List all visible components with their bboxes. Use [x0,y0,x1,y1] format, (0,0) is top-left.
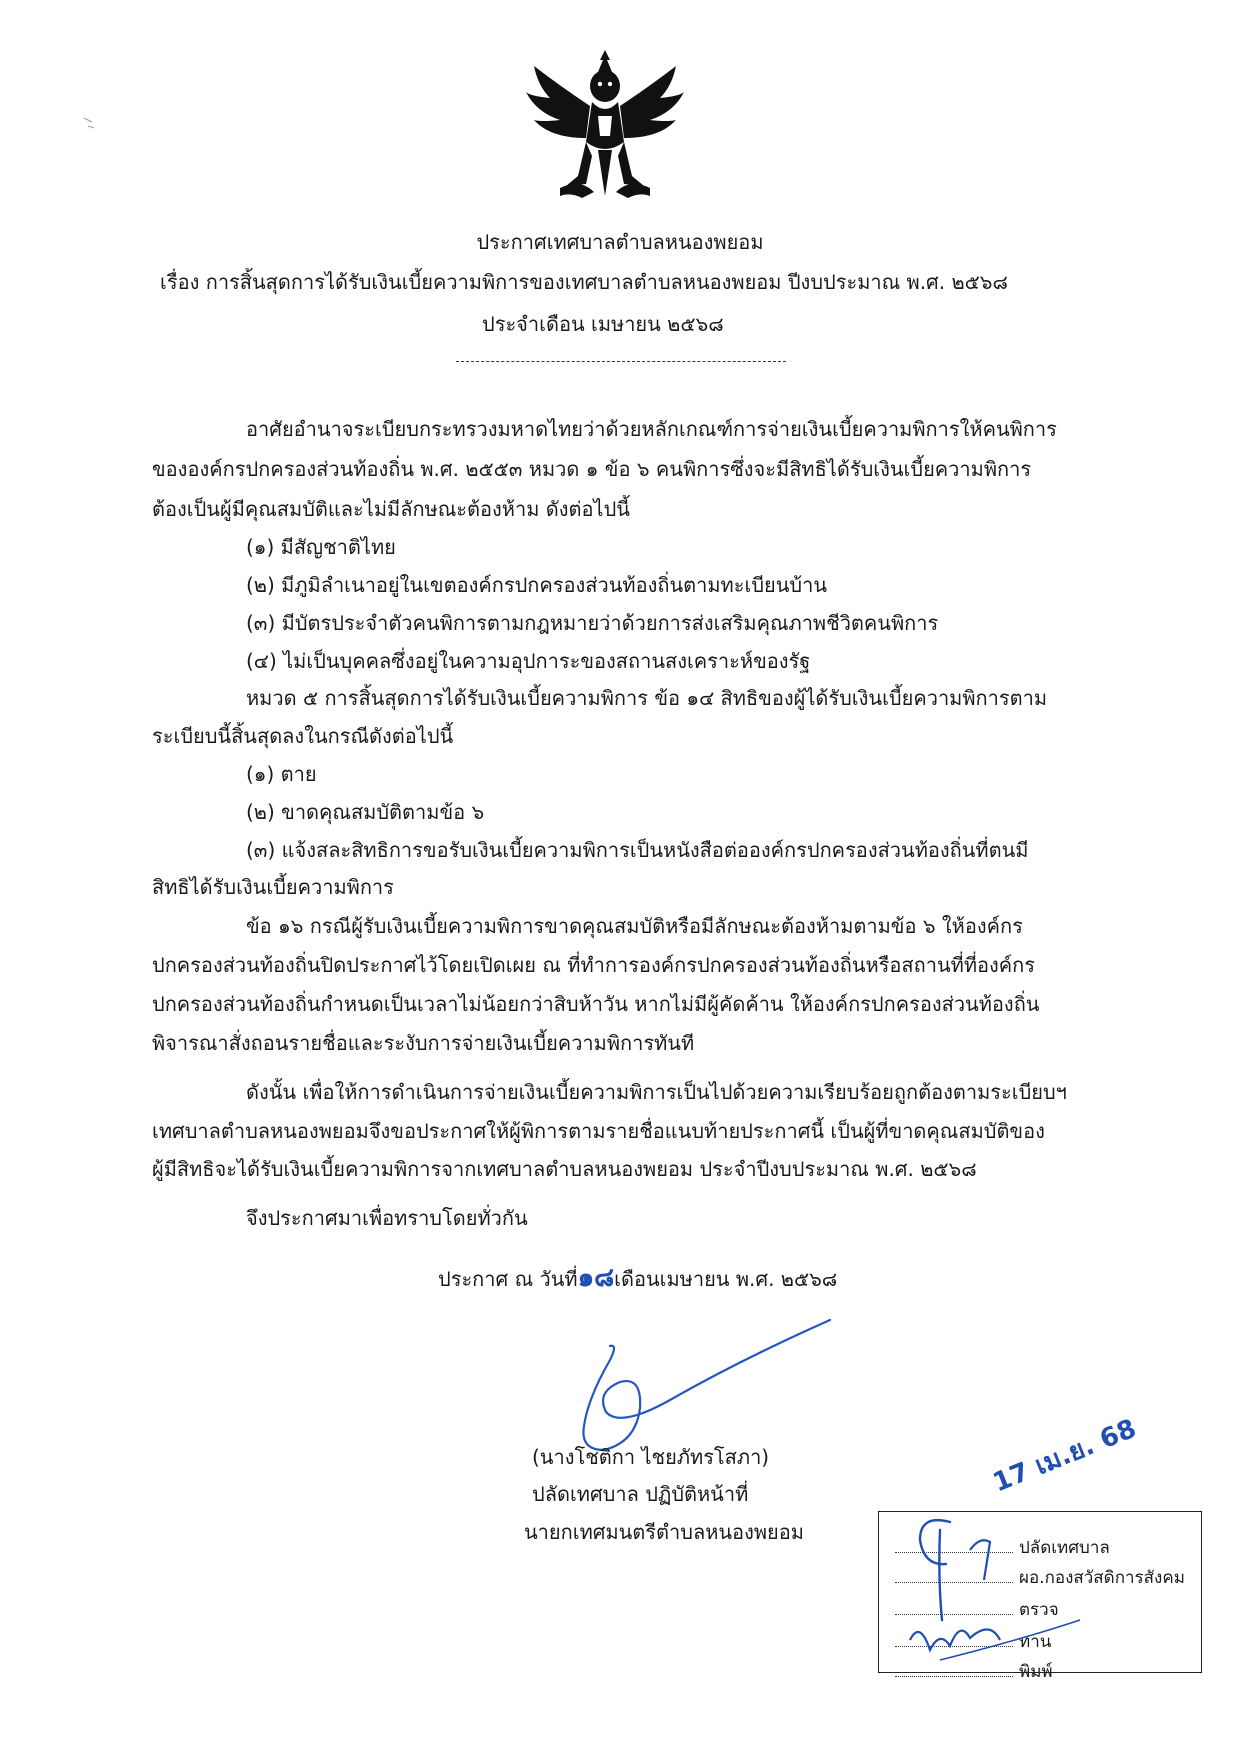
paragraph-4-line-1: ดังนั้น เพื่อให้การดำเนินการจ่ายเงินเบี้ยความพิการเป็นไปด้วยความเรียบร้อยถูกต้องตามระเบียบฯ [246,1080,1067,1104]
termination-1: (๑) ตาย [246,762,317,786]
routing-label: ตรวจ [1019,1600,1059,1620]
signatory-name: (นางโชติกา ไชยภัทรโสภา) [532,1445,770,1469]
closing-line: จึงประกาศมาเพื่อทราบโดยทั่วกัน [246,1206,528,1230]
termination-2: (๒) ขาดคุณสมบัติตามข้อ ๖ [246,800,485,824]
handwritten-date: 17 เม.ย. 68 [988,1413,1141,1499]
announcement-title: ประกาศเทศบาลตำบลหนองพยอม [476,230,764,254]
paragraph-3-line-1: ข้อ ๑๖ กรณีผู้รับเงินเบี้ยความพิการขาดคุณสมบัติหรือมีลักษณะต้องห้ามตามข้อ ๖ ให้องค์กร [246,914,1023,938]
paragraph-2-line-1: หมวด ๕ การสิ้นสุดการได้รับเงินเบี้ยความพิการ ข้อ ๑๔ สิทธิของผู้ได้รับเงินเบี้ยความพิการตาม [246,686,1048,710]
paragraph-3-line-2: ปกครองส่วนท้องถิ่นปิดประกาศไว้โดยเปิดเผย ณ ที่ทำการองค์กรปกครองส่วนท้องถิ่นหรือสถานที่ที่องค์กร [152,953,1036,977]
paragraph-1-line-1: อาศัยอำนาจระเบียบกระทรวงมหาดไทยว่าด้วยหลักเกณฑ์การจ่ายเงินเบี้ยความพิการให้คนพิการ [246,417,1057,441]
routing-label: ทาน [1019,1632,1052,1652]
garuda-emblem-icon [520,46,690,208]
termination-3-line-1: (๓) แจ้งสละสิทธิการขอรับเงินเบี้ยความพิการเป็นหนังสือต่อองค์กรปกครองส่วนท้องถิ่นที่ตนมี [246,838,1029,862]
qualification-4: (๔) ไม่เป็นบุคคลซึ่งอยู่ในความอุปการะของสถานสงเคราะห์ของรัฐ [246,649,811,673]
paragraph-4-line-3: ผู้มีสิทธิจะได้รับเงินเบี้ยความพิการจากเทศบาลตำบลหนองพยอม ประจำปีงบประมาณ พ.ศ. ๒๕๖๘ [152,1157,977,1181]
scan-speck-icon [82,112,112,132]
header-divider [456,361,786,362]
announcement-period: ประจำเดือน เมษายน ๒๕๖๘ [482,312,724,336]
date-line [438,1265,837,1291]
paragraph-3-line-4: พิจารณาสั่งถอนรายชื่อและระงับการจ่ายเงินเบี้ยความพิการทันที [152,1031,695,1055]
routing-label: ผอ.กองสวัสดิการสังคม [1019,1568,1185,1588]
termination-3-line-2: สิทธิได้รับเงินเบี้ยความพิการ [152,875,394,899]
paragraph-1-line-3: ต้องเป็นผู้มีคุณสมบัติและไม่มีลักษณะต้องห้าม ดังต่อไปนี้ [152,497,630,521]
date-suffix: เดือนเมษายน พ.ศ. ๒๕๖๘ [614,1267,838,1291]
paragraph-2-line-2: ระเบียบนี้สิ้นสุดลงในกรณีดังต่อไปนี้ [152,724,454,748]
paragraph-4-line-2: เทศบาลตำบลหนองพยอมจึงขอประกาศให้ผู้พิการตามรายชื่อแนบท้ายประกาศนี้ เป็นผู้ที่ขาดคุณสมบัติของ [152,1119,1045,1143]
signature-icon [560,1300,860,1460]
handwritten-initials-icon [880,1470,1180,1690]
qualification-3: (๓) มีบัตรประจำตัวคนพิการตามกฎหมายว่าด้วยการส่งเสริมคุณภาพชีวิตคนพิการ [246,611,939,635]
routing-label: ปลัดเทศบาล [1019,1538,1110,1558]
announcement-subject: เรื่อง การสิ้นสุดการได้รับเงินเบี้ยความพิการของเทศบาลตำบลหนองพยอม ปีงบประมาณ พ.ศ. ๒๕๖๘ [160,270,1008,294]
signatory-position: ปลัดเทศบาล ปฏิบัติหน้าที่ [532,1482,749,1506]
paragraph-1-line-2: ขององค์กรปกครองส่วนท้องถิ่น พ.ศ. ๒๕๕๓ หมวด ๑ ข้อ ๖ คนพิการซึ่งจะมีสิทธิได้รับเงินเบี้ยความพิการ [152,457,1032,481]
signatory-acting-for: นายกเทศมนตรีตำบลหนองพยอม [524,1520,804,1544]
qualification-1: (๑) มีสัญชาติไทย [246,535,396,559]
routing-label: พิมพ์ [1019,1662,1053,1682]
qualification-2: (๒) มีภูมิลำเนาอยู่ในเขตองค์กรปกครองส่วนท้องถิ่นตามทะเบียนบ้าน [246,573,827,597]
date-prefix: ประกาศ ณ วันที่ [438,1267,578,1291]
paragraph-3-line-3: ปกครองส่วนท้องถิ่นกำหนดเป็นเวลาไม่น้อยกว่าสิบห้าวัน หากไม่มีผู้คัดค้าน ให้องค์กรปกครองส่วนท้องถิ่น [152,992,1040,1016]
date-day-handwritten: ๑๘ [577,1263,615,1293]
